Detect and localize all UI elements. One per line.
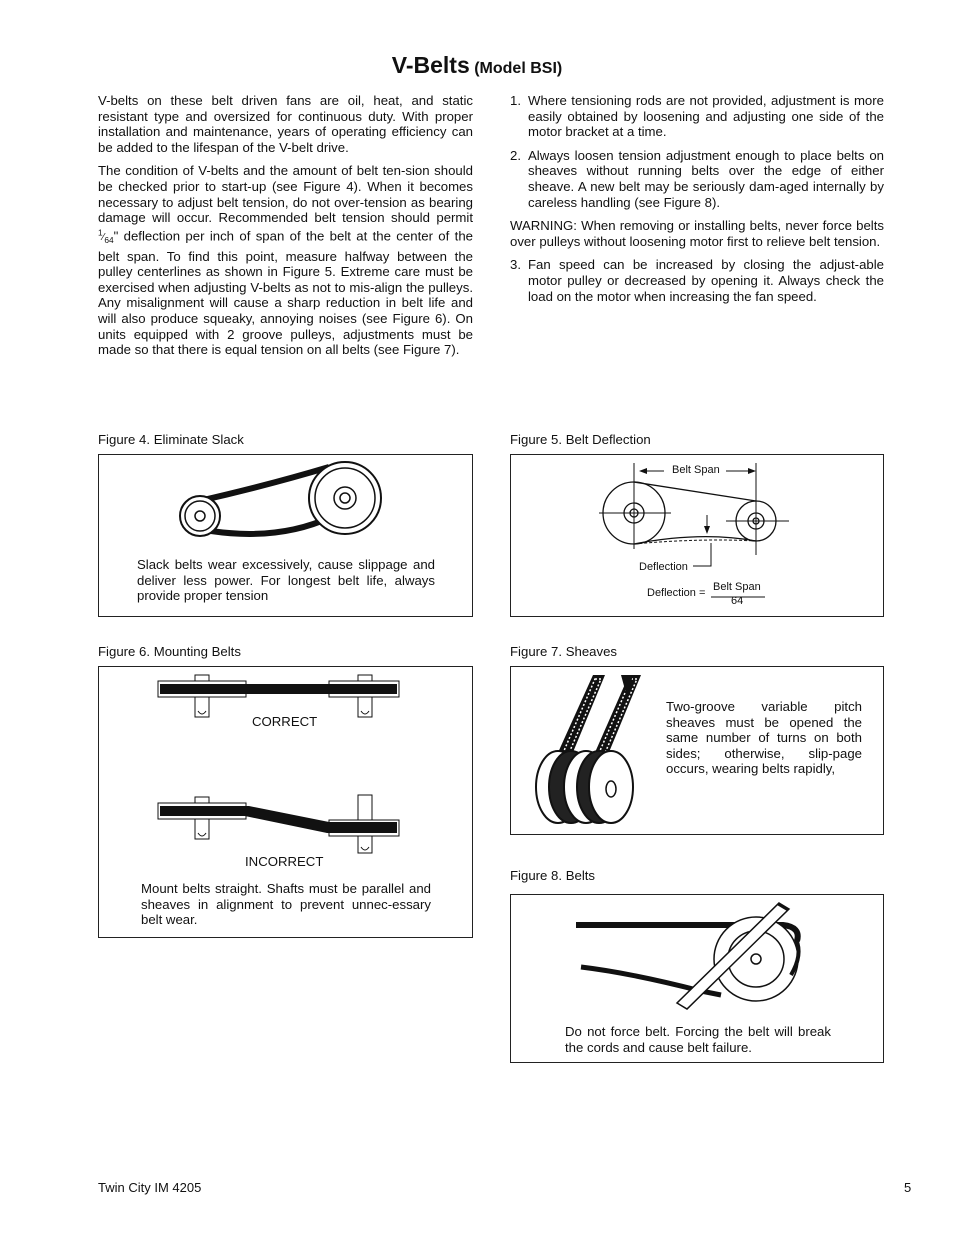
figure-6-box xyxy=(98,666,473,938)
list-item-3: 3. Fan speed can be increased by closing the adjust-able motor pulley or decreased by opening it. Always check the load on the motor when increasing the fan speed. xyxy=(510,257,884,304)
figure-7-caption: Figure 7. Sheaves xyxy=(510,644,618,659)
figure-6-text: Mount belts straight. Shafts must be parallel and sheaves in alignment to prevent unnec-essary belt wear. xyxy=(141,881,431,928)
figure-8-text: Do not force belt. Forcing the belt will break the cords and cause belt failure. xyxy=(565,1024,831,1055)
figure-7-text: Two-groove variable pitch sheaves must be opened the same number of turns on both sides; otherwise, slip-page occurs, wearing belts rapidly, xyxy=(666,699,862,777)
warning-text: WARNING: When removing or installing belts, never force belts over pulleys without loosening motor first to relieve belt tension. xyxy=(510,218,884,249)
footer-document-id: Twin City IM 4205 xyxy=(98,1180,202,1195)
deflection-label: Deflection xyxy=(639,561,688,573)
figure-5-box xyxy=(510,454,884,617)
belt-span-label: Belt Span xyxy=(672,464,720,476)
list-item-1: 1. Where tensioning rods are not provided, adjustment is more easily obtained by loosening and adjusting one side of the motor bracket at a time. xyxy=(510,93,884,140)
figure-4-caption: Figure 4. Eliminate Slack xyxy=(98,432,244,447)
figure-5-caption: Figure 5. Belt Deflection xyxy=(510,432,651,447)
page-title xyxy=(0,52,954,79)
paragraph-intro: V-belts on these belt driven fans are oil, heat, and static resistant type and oversized for continuous duty. With proper installation and maintenance, years of operating efficiency can be added to the lifespan of the V-belt drive. xyxy=(98,93,473,155)
deflection-formula-left: Deflection = xyxy=(647,587,706,599)
figure-8-caption: Figure 8. Belts xyxy=(510,868,596,883)
left-column xyxy=(98,93,473,358)
right-column xyxy=(510,93,884,304)
paragraph-tension: The condition of V-belts and the amount of belt ten-sion should be checked prior to start-up (see Figure 4). When it becomes necessary to adjust belt tension, do not over-tension as bearing damage will occur. Recommended belt tension should permit $^1⁄_{64}$" deflection per inch of span of the belt at the center of the belt span. To find this point, measure halfway between the pulley centerlines as shown in Figure 5. Extreme care must be exercised when adjusting V-belts as not to mis-align the pulleys. Any misalignment will cause a sharp reduction in belt life and will also produce squeaky, annoying noises (see Figure 6). On units equipped with 2 groove pulleys, adjustments must be made so that there is equal tension on all belts (see Figure 7). xyxy=(98,163,473,358)
incorrect-label: INCORRECT xyxy=(245,854,324,869)
figure-4-box xyxy=(98,454,473,617)
list-item-2: 2. Always loosen tension adjustment enough to place belts on sheaves without running belts over the edge of either sheave. A new belt may be seriously dam-aged internally by careless handling (see Figure 8). xyxy=(510,147,884,210)
title-sub: (Model BSI) xyxy=(474,60,563,77)
title-main: V-Belts xyxy=(391,52,470,78)
figure-6-caption: Figure 6. Mounting Belts xyxy=(98,644,241,659)
figure-8-box xyxy=(510,894,884,1063)
correct-label: CORRECT xyxy=(252,714,318,729)
deflection-formula-numerator: Belt Span xyxy=(713,581,761,593)
figure-7-box xyxy=(510,666,884,835)
figure-4-text: Slack belts wear excessively, cause slippage and deliver less power. For longest belt life, always provide proper tension xyxy=(137,557,435,604)
deflection-formula-denominator: 64 xyxy=(731,595,744,607)
fraction-1-64: $^1⁄_{64}$ xyxy=(98,227,114,246)
page-number: 5 xyxy=(904,1180,912,1195)
